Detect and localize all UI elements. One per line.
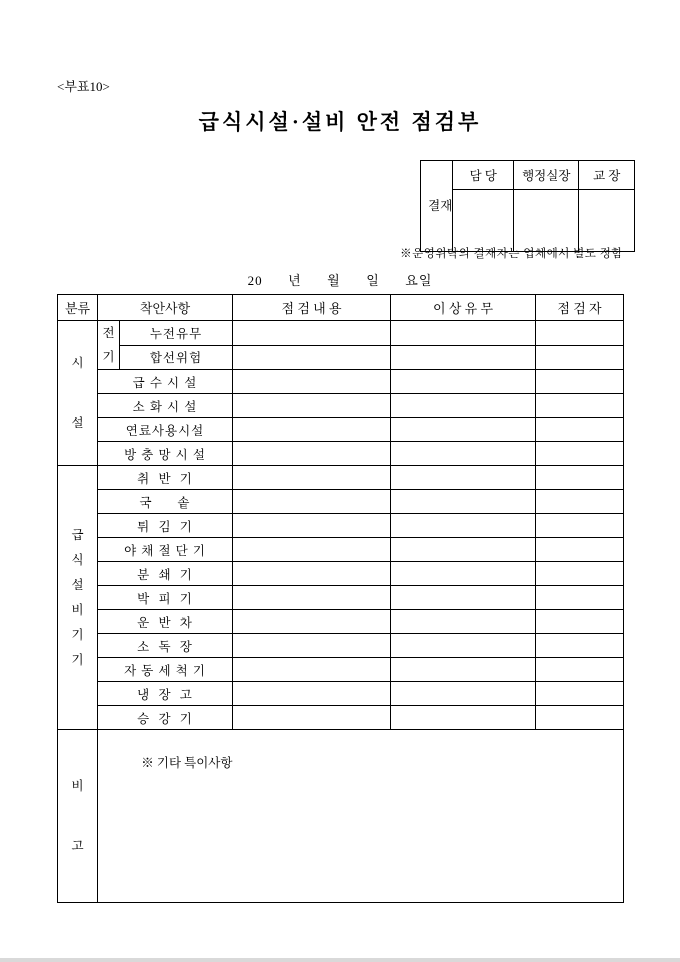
input-cell: [391, 490, 536, 514]
subgroup-electric-label: 전기: [102, 326, 115, 364]
input-cell: [233, 586, 391, 610]
group-remarks: [58, 730, 98, 903]
group-facility: [58, 321, 98, 466]
approval-stamp-cell: [421, 161, 453, 252]
approval-col-admin-head: 행정실장: [514, 161, 579, 190]
input-cell: [233, 610, 391, 634]
remarks-note: ※ 기타 특이사항: [141, 756, 233, 770]
input-cell: [233, 466, 391, 490]
item-label: 방 충 망 시 설: [98, 442, 233, 466]
item-label: 승 강 기: [98, 706, 233, 730]
table-header-row: [58, 295, 624, 321]
item-label: 연료사용시설: [98, 418, 233, 442]
group-facility-label: 시설: [71, 356, 84, 430]
approval-stamp-label: 결재: [428, 199, 453, 213]
input-cell: [233, 562, 391, 586]
input-cell: [536, 514, 624, 538]
input-cell: [391, 658, 536, 682]
subgroup-electric: [98, 321, 120, 370]
approval-col-principal: 교 장: [579, 161, 635, 190]
signature-cell: [579, 190, 635, 252]
remarks-cell: [98, 730, 624, 903]
group-remarks-label: 비고: [71, 779, 84, 853]
remarks-row: [58, 730, 624, 903]
signature-cell: [453, 190, 514, 252]
input-cell: [391, 586, 536, 610]
input-cell: [233, 682, 391, 706]
input-cell: [536, 682, 624, 706]
input-cell: [391, 442, 536, 466]
signature-cell: [514, 190, 579, 252]
approval-signature-row: [421, 190, 635, 252]
input-cell: [391, 466, 536, 490]
approval-header-row: [421, 161, 635, 190]
input-cell: [233, 442, 391, 466]
item-label: 취 반 기: [98, 466, 233, 490]
item-label: 누전유무: [120, 321, 233, 346]
item-label: 소 독 장: [98, 634, 233, 658]
input-cell: [536, 394, 624, 418]
item-label: 합선위험: [120, 345, 233, 370]
input-cell: [233, 321, 391, 346]
item-label: 자 동 세 척 기: [98, 658, 233, 682]
input-cell: [391, 394, 536, 418]
group-equipment-label: 급식설비기기: [71, 527, 84, 667]
input-cell: [233, 370, 391, 394]
item-label: 분 쇄 기: [98, 562, 233, 586]
input-cell: [391, 321, 536, 346]
input-cell: [233, 706, 391, 730]
input-cell: [536, 706, 624, 730]
approval-table: [420, 160, 635, 252]
input-cell: [536, 562, 624, 586]
header-abnormal: 이 상 유 무: [391, 295, 536, 321]
header-content: 점 검 내 용: [233, 295, 391, 321]
table-row: [58, 658, 624, 682]
table-row: [58, 418, 624, 442]
table-row: [58, 345, 624, 370]
item-label: 박 피 기: [98, 586, 233, 610]
input-cell: [536, 321, 624, 346]
table-row: [58, 466, 624, 490]
input-cell: [233, 634, 391, 658]
table-row: [58, 682, 624, 706]
input-cell: [536, 538, 624, 562]
input-cell: [536, 586, 624, 610]
table-row: [58, 370, 624, 394]
input-cell: [536, 490, 624, 514]
input-cell: [233, 490, 391, 514]
input-cell: [536, 370, 624, 394]
input-cell: [536, 466, 624, 490]
input-cell: [233, 345, 391, 370]
input-cell: [391, 514, 536, 538]
input-cell: [233, 394, 391, 418]
table-row: [58, 490, 624, 514]
table-row: [58, 706, 624, 730]
table-row: [58, 321, 624, 346]
input-cell: [391, 610, 536, 634]
item-label: 소 화 시 설: [98, 394, 233, 418]
header-category: 분류: [58, 295, 98, 321]
input-cell: [391, 345, 536, 370]
input-cell: [536, 634, 624, 658]
page-bottom-edge: [0, 958, 680, 962]
input-cell: [536, 658, 624, 682]
item-label: 튀 김 기: [98, 514, 233, 538]
item-label: 냉 장 고: [98, 682, 233, 706]
table-row: [58, 394, 624, 418]
input-cell: [391, 538, 536, 562]
header-items: 착안사항: [98, 295, 233, 321]
page-title: 급식시설·설비 안전 점검부: [198, 110, 482, 134]
input-cell: [391, 634, 536, 658]
input-cell: [536, 345, 624, 370]
input-cell: [536, 418, 624, 442]
input-cell: [233, 514, 391, 538]
date-line: 20 년 월 일 요일: [247, 273, 433, 288]
input-cell: [391, 370, 536, 394]
input-cell: [391, 418, 536, 442]
table-row: [58, 562, 624, 586]
approval-note: ※운영위탁의 결재자는 업체에서 별도 정함: [400, 248, 623, 260]
header-inspector: 점 검 자: [536, 295, 624, 321]
item-label: 국 솥: [98, 490, 233, 514]
input-cell: [391, 706, 536, 730]
item-label: 야 채 절 단 기: [98, 538, 233, 562]
item-label: 운 반 차: [98, 610, 233, 634]
input-cell: [391, 682, 536, 706]
table-row: [58, 634, 624, 658]
appendix-label: <부표10>: [57, 79, 110, 94]
input-cell: [536, 610, 624, 634]
item-label: 급 수 시 설: [98, 370, 233, 394]
input-cell: [536, 442, 624, 466]
group-equipment: [58, 466, 98, 730]
input-cell: [233, 538, 391, 562]
table-row: [58, 610, 624, 634]
input-cell: [233, 418, 391, 442]
input-cell: [391, 562, 536, 586]
table-row: [58, 514, 624, 538]
input-cell: [233, 658, 391, 682]
table-row: [58, 586, 624, 610]
approval-col-staff: 담 당: [453, 161, 514, 190]
inspection-table: [57, 294, 624, 903]
table-row: [58, 538, 624, 562]
table-row: [58, 442, 624, 466]
